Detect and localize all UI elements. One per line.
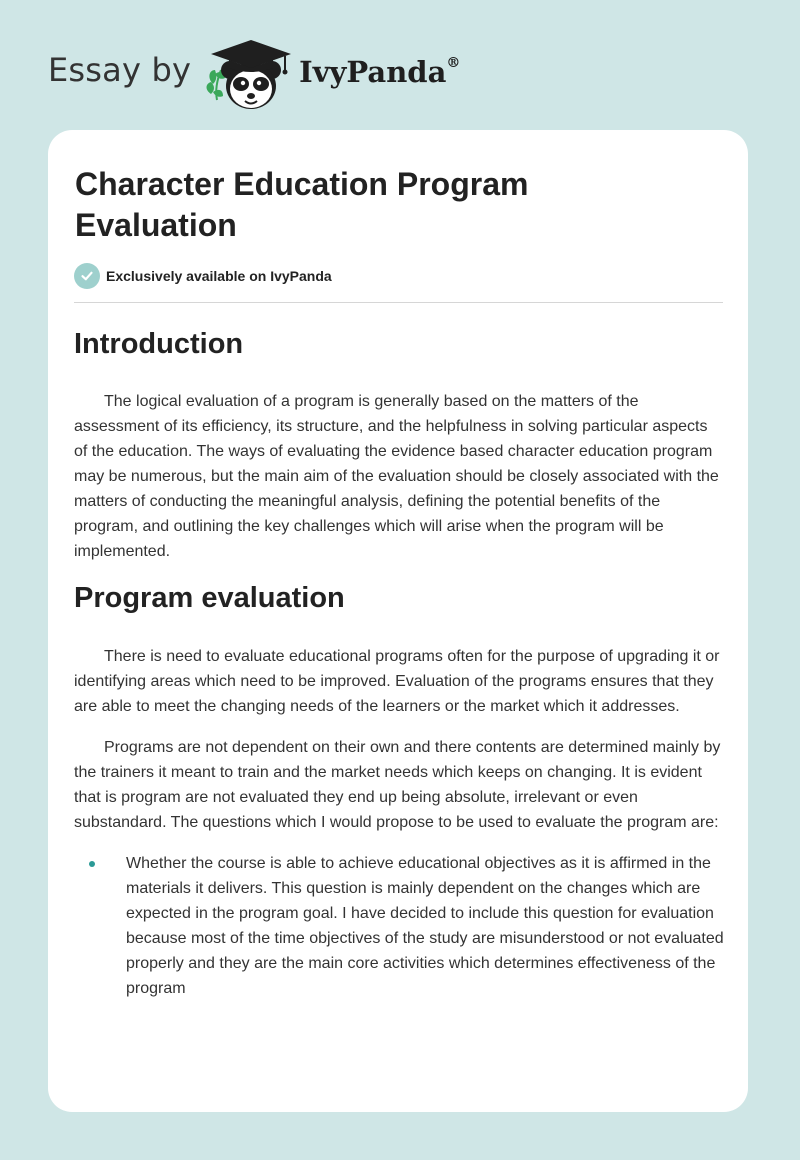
brand-name[interactable] [299, 55, 460, 89]
site-header [48, 34, 460, 112]
brand-text: IvyPanda [299, 55, 447, 89]
essay-by-label: Essay by [48, 51, 192, 89]
panda-graduation-cap-logo-icon[interactable] [205, 34, 297, 112]
exclusive-badge [74, 263, 332, 289]
paragraph: The logical evaluation of a program is generally based on the matters of the assessment of its efficiency, its structure, and the helpfulness in solving particular aspects of the education. The ways of evaluating the evidence based character education program may be numerous, but the main aim of the evaluation should be closely associated with the matters of conducting the meaningful analysis, defining the potential benefits of the program, and outlining the key challenges which will arise when the program will be implemented. [74, 393, 719, 560]
paragraph: There is need to evaluate educational programs often for the purpose of upgrading it or identifying areas which need to be improved. Evaluation of the programs ensures that they are able to meet the changing needs of the learners or the market which it addresses. [74, 648, 720, 715]
registered-mark: ® [446, 55, 461, 72]
essay-card [48, 130, 748, 1112]
essay-title: Character Education Program Evaluation [75, 166, 529, 243]
bullet-dot-icon [89, 861, 95, 867]
paragraph: Programs are not dependent on their own and there contents are determined mainly by the trainers it meant to train and the market needs which keeps on changing. It is evident that is program are not evaluated they end up being absolute, irrelevant or even substandard. The questions which I would propose to be used to evaluate the program are: [74, 739, 721, 831]
section-heading-introduction: Introduction [74, 328, 244, 360]
exclusive-badge-text: Exclusively available on IvyPanda [106, 268, 332, 284]
list-item-text: Whether the course is able to achieve educational objectives as it is affirmed in the materials it delivers. This question is mainly dependent on the changes which are expected in the program goal. I have decided to include this question for evaluation because most of the time objectives of the study are misunderstood or not evaluated properly and they are the main core activities which determines effectiveness of the program [126, 855, 724, 997]
list-item [74, 851, 724, 1001]
question-list [74, 851, 724, 1001]
essay-body [74, 324, 724, 1001]
title-divider [74, 302, 723, 303]
check-circle-icon [74, 263, 100, 289]
section-heading-program-evaluation: Program evaluation [74, 582, 345, 614]
